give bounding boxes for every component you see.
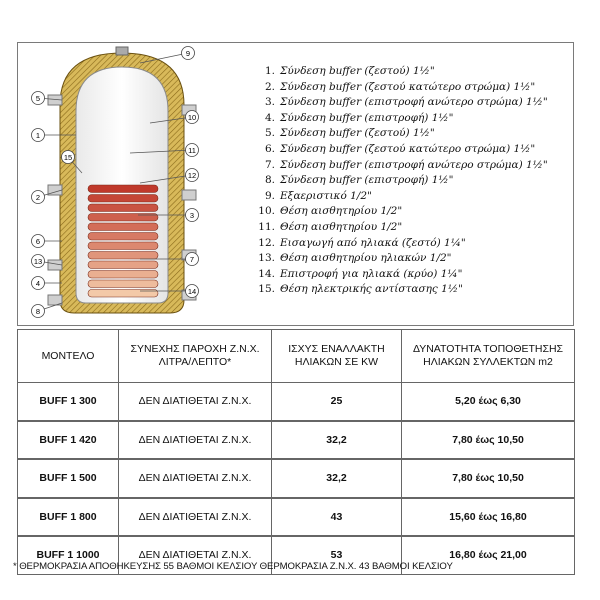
legend-item [257,267,548,283]
legend-number: 13. [258,252,275,265]
flow-cell: ΔΕΝ ΔΙΑΤΙΘΕΤΑΙ Ζ.Ν.Χ. [119,537,272,575]
coil-turn [88,280,158,288]
legend-text: Θέση αισθητηρίου 1/2" [280,220,403,233]
callout-label: 9 [185,49,191,58]
coil-turn [88,261,158,269]
callout-label: 11 [188,146,196,155]
legend-text: Θέση αισθητηρίου ηλιακών 1/2" [280,252,452,265]
callout-label: 6 [35,237,41,246]
legend-text: Θέση αισθητηρίου 1/2" [280,205,403,218]
area-cell: 5,20 έως 6,30 [402,383,575,421]
legend-number: 7. [264,158,275,171]
header-collector-area: ΔΥΝΑΤΟΤΗΤΑ ΤΟΠΟΘΕΤΗΣΗΣ ΗΛΙΑΚΩΝ ΣΥΛΛΕΚΤΩΝ m2 [402,330,575,383]
legend-item [257,204,548,220]
legend-text: Σύνδεση buffer (ζεστού κατώτερο στρώμα) 1½" [280,142,536,155]
callout-label: 7 [189,255,195,264]
legend-item [257,158,548,174]
legend-item [257,173,548,189]
area-cell: 7,80 έως 10,50 [402,460,575,498]
legend-text: Σύνδεση buffer (επιστροφή ανώτερο στρώμα) 1½" [280,158,548,171]
flow-cell: ΔΕΝ ΔΙΑΤΙΘΕΤΑΙ Ζ.Ν.Χ. [119,460,272,498]
coil-turn [88,195,158,203]
footnote: * ΘΕΡΜΟΚΡΑΣΙΑ ΑΠΟΘΗΚΕΥΣΗΣ 55 ΒΑΘΜΟΙ ΚΕΛΣΙΟΥ ΘΕΡΜΟΚΡΑΣΙΑ Ζ.Ν.Χ. 43 ΒΑΘΜΟΙ ΚΕΛΣΙΟΥ [13,561,453,572]
flow-cell: ΔΕΝ ΔΙΑΤΙΘΕΤΑΙ Ζ.Ν.Χ. [119,383,272,421]
power-cell: 43 [272,498,402,536]
area-cell: 16,80 έως 21,00 [402,537,575,575]
legend-text: Σύνδεση buffer (ζεστού) 1½" [280,65,435,77]
area-cell: 7,80 έως 10,50 [402,421,575,459]
coil-turn [88,271,158,279]
area-cell: 15,60 έως 16,80 [402,498,575,536]
callout-label: 4 [35,279,41,288]
power-cell: 53 [272,537,402,575]
legend-text: Εισαγωγή από ηλιακά (ζεστό) 1¼" [280,236,466,249]
header-model: ΜΟΝΤΕΛΟ [18,330,119,383]
legend-item [257,80,548,96]
legend-text: Σύνδεση buffer (επιστροφή ανώτερο στρώμα) 1½" [280,96,548,109]
legend-number: 14. [258,267,275,280]
legend-number: 11. [258,220,275,233]
legend-text: Σύνδεση buffer (επιστροφή) 1½" [280,174,454,187]
specs-table [17,329,575,575]
legend-item [257,220,548,236]
table-row [18,421,575,459]
model-cell: BUFF 1 420 [18,421,119,459]
callout-label: 12 [187,171,197,180]
table-row [18,460,575,498]
coil-turn [88,233,158,241]
table-header-row [18,330,575,383]
power-cell: 32,2 [272,421,402,459]
flow-cell: ΔΕΝ ΔΙΑΤΙΘΕΤΑΙ Ζ.Ν.Χ. [119,498,272,536]
legend-number: 2. [264,80,275,93]
legend-number: 9. [264,189,275,202]
callout-label: 5 [35,94,41,103]
callout-label: 1 [35,131,41,140]
callout-label: 14 [187,287,197,296]
legend-number: 8. [264,174,275,187]
header-exchanger-power: ΙΣΧΥΣ ΕΝΑΛΛΑΚΤΗ ΗΛΙΑΚΩΝ ΣΕ KW [272,330,402,383]
legend-item [257,126,548,142]
callout-label: 15 [63,153,73,162]
connection-legend [257,64,548,298]
legend-number: 12. [258,236,275,249]
table-row [18,498,575,536]
legend-item [257,64,548,80]
model-cell: BUFF 1 300 [18,383,119,421]
callout-label: 13 [33,257,43,266]
legend-item [257,282,548,298]
legend-item [257,95,548,111]
flow-cell: ΔΕΝ ΔΙΑΤΙΘΕΤΑΙ Ζ.Ν.Χ. [119,421,272,459]
legend-text: Θέση ηλεκτρικής αντίστασης 1½" [280,283,463,296]
callout-label: 10 [187,113,197,122]
legend-number: 15. [258,283,275,296]
coil-turn [88,223,158,231]
legend-number: 6. [264,142,275,155]
legend-text: Σύνδεση buffer (επιστροφή) 1½" [280,111,454,124]
coil-turn [88,290,158,298]
callout-label: 2 [35,193,41,202]
coil-turn [88,204,158,212]
tank-diagram [20,45,235,320]
coil-turn [88,252,158,260]
legend-item [257,111,548,127]
table-row [18,383,575,421]
coil-turn [88,242,158,250]
legend-number: 1. [264,65,275,77]
legend-text: Εξαεριστικό 1/2" [280,189,372,202]
power-cell: 25 [272,383,402,421]
callout-label: 3 [189,211,195,220]
legend-item [257,189,548,205]
model-cell: BUFF 1 1000 [18,537,119,575]
legend-number: 5. [264,127,275,140]
model-cell: BUFF 1 500 [18,460,119,498]
legend-number: 10. [258,205,275,218]
legend-item [257,251,548,267]
power-cell: 32,2 [272,460,402,498]
legend-number: 4. [264,111,275,124]
legend-item [257,236,548,252]
legend-item [257,142,548,158]
model-cell: BUFF 1 800 [18,498,119,536]
legend-text: Σύνδεση buffer (ζεστού κατώτερο στρώμα) 1½" [280,80,536,93]
header-continuous-flow: ΣΥΝΕΧΗΣ ΠΑΡΟΧΗ Ζ.Ν.Χ. ΛΙΤΡΑ/ΛΕΠΤΟ* [119,330,272,383]
legend-text: Σύνδεση buffer (ζεστού) 1½" [280,127,435,140]
coil-turn [88,214,158,222]
legend-text: Επιστροφή για ηλιακά (κρύο) 1¼" [280,267,463,280]
callout-label: 8 [35,307,41,316]
vent-cap [116,47,128,55]
coil-turn [88,185,158,193]
legend-number: 3. [264,96,275,109]
